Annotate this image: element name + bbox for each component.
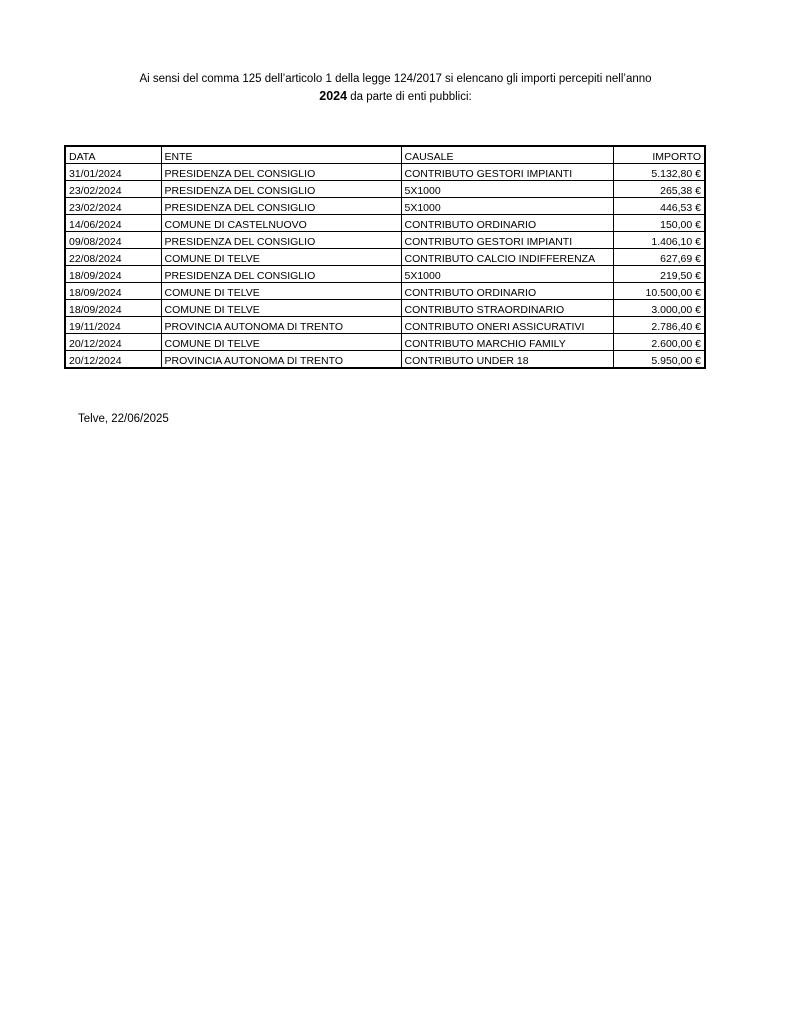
table-row [65, 232, 705, 249]
cell-ente: PRESIDENZA DEL CONSIGLIO [161, 164, 401, 181]
cell-importo: 446,53 € [613, 198, 705, 215]
cell-causale: CONTRIBUTO ORDINARIO [401, 215, 613, 232]
cell-causale: 5X1000 [401, 198, 613, 215]
cell-causale: 5X1000 [401, 266, 613, 283]
cell-date: 09/08/2024 [65, 232, 161, 249]
cell-causale: CONTRIBUTO STRAORDINARIO [401, 300, 613, 317]
cell-importo: 5.950,00 € [613, 351, 705, 369]
cell-causale: CONTRIBUTO CALCIO INDIFFERENZA [401, 249, 613, 266]
table-row [65, 266, 705, 283]
cell-causale: CONTRIBUTO ONERI ASSICURATIVI [401, 317, 613, 334]
cell-importo: 10.500,00 € [613, 283, 705, 300]
cell-causale: CONTRIBUTO MARCHIO FAMILY [401, 334, 613, 351]
cell-ente: PRESIDENZA DEL CONSIGLIO [161, 266, 401, 283]
cell-importo: 2.600,00 € [613, 334, 705, 351]
heading-line-2-text: da parte di enti pubblici: [347, 91, 472, 103]
table-row [65, 317, 705, 334]
table-row [65, 249, 705, 266]
cell-importo: 2.786,40 € [613, 317, 705, 334]
cell-importo: 219,50 € [613, 266, 705, 283]
cell-date: 31/01/2024 [65, 164, 161, 181]
cell-date: 19/11/2024 [65, 317, 161, 334]
table-row [65, 351, 705, 369]
table-header-row [65, 146, 705, 164]
cell-date: 14/06/2024 [65, 215, 161, 232]
cell-date: 18/09/2024 [65, 283, 161, 300]
cell-date: 20/12/2024 [65, 351, 161, 369]
table-row [65, 334, 705, 351]
cell-causale: CONTRIBUTO UNDER 18 [401, 351, 613, 369]
cell-ente: COMUNE DI TELVE [161, 300, 401, 317]
header-date: DATA [65, 146, 161, 164]
header-causale: CAUSALE [401, 146, 613, 164]
contributions-table [64, 145, 706, 369]
heading-year: 2024 [319, 89, 348, 103]
cell-causale: CONTRIBUTO GESTORI IMPIANTI [401, 164, 613, 181]
header-ente: ENTE [161, 146, 401, 164]
cell-importo: 1.406,10 € [613, 232, 705, 249]
table-row [65, 215, 705, 232]
cell-ente: PRESIDENZA DEL CONSIGLIO [161, 232, 401, 249]
cell-importo: 265,38 € [613, 181, 705, 198]
cell-ente: COMUNE DI TELVE [161, 283, 401, 300]
cell-ente: PROVINCIA AUTONOMA DI TRENTO [161, 351, 401, 369]
cell-causale: CONTRIBUTO ORDINARIO [401, 283, 613, 300]
heading-line-1: Ai sensi del comma 125 dell’articolo 1 della legge 124/2017 si elencano gli importi percepiti nell’anno [139, 73, 652, 85]
cell-date: 23/02/2024 [65, 181, 161, 198]
cell-date: 22/08/2024 [65, 249, 161, 266]
cell-ente: PROVINCIA AUTONOMA DI TRENTO [161, 317, 401, 334]
header-importo: IMPORTO [613, 146, 705, 164]
cell-ente: PRESIDENZA DEL CONSIGLIO [161, 198, 401, 215]
table-row [65, 181, 705, 198]
cell-importo: 627,69 € [613, 249, 705, 266]
table-row [65, 283, 705, 300]
cell-ente: PRESIDENZA DEL CONSIGLIO [161, 181, 401, 198]
cell-date: 23/02/2024 [65, 198, 161, 215]
place-and-date: Telve, 22/06/2025 [78, 413, 169, 425]
heading-line-2 [0, 88, 791, 106]
table-row [65, 198, 705, 215]
cell-ente: COMUNE DI TELVE [161, 249, 401, 266]
document-heading [0, 71, 791, 106]
cell-ente: COMUNE DI TELVE [161, 334, 401, 351]
cell-date: 20/12/2024 [65, 334, 161, 351]
cell-causale: CONTRIBUTO GESTORI IMPIANTI [401, 232, 613, 249]
table-row [65, 164, 705, 181]
cell-date: 18/09/2024 [65, 300, 161, 317]
cell-importo: 3.000,00 € [613, 300, 705, 317]
table-row [65, 300, 705, 317]
cell-ente: COMUNE DI CASTELNUOVO [161, 215, 401, 232]
cell-causale: 5X1000 [401, 181, 613, 198]
cell-importo: 5.132,80 € [613, 164, 705, 181]
cell-importo: 150,00 € [613, 215, 705, 232]
cell-date: 18/09/2024 [65, 266, 161, 283]
